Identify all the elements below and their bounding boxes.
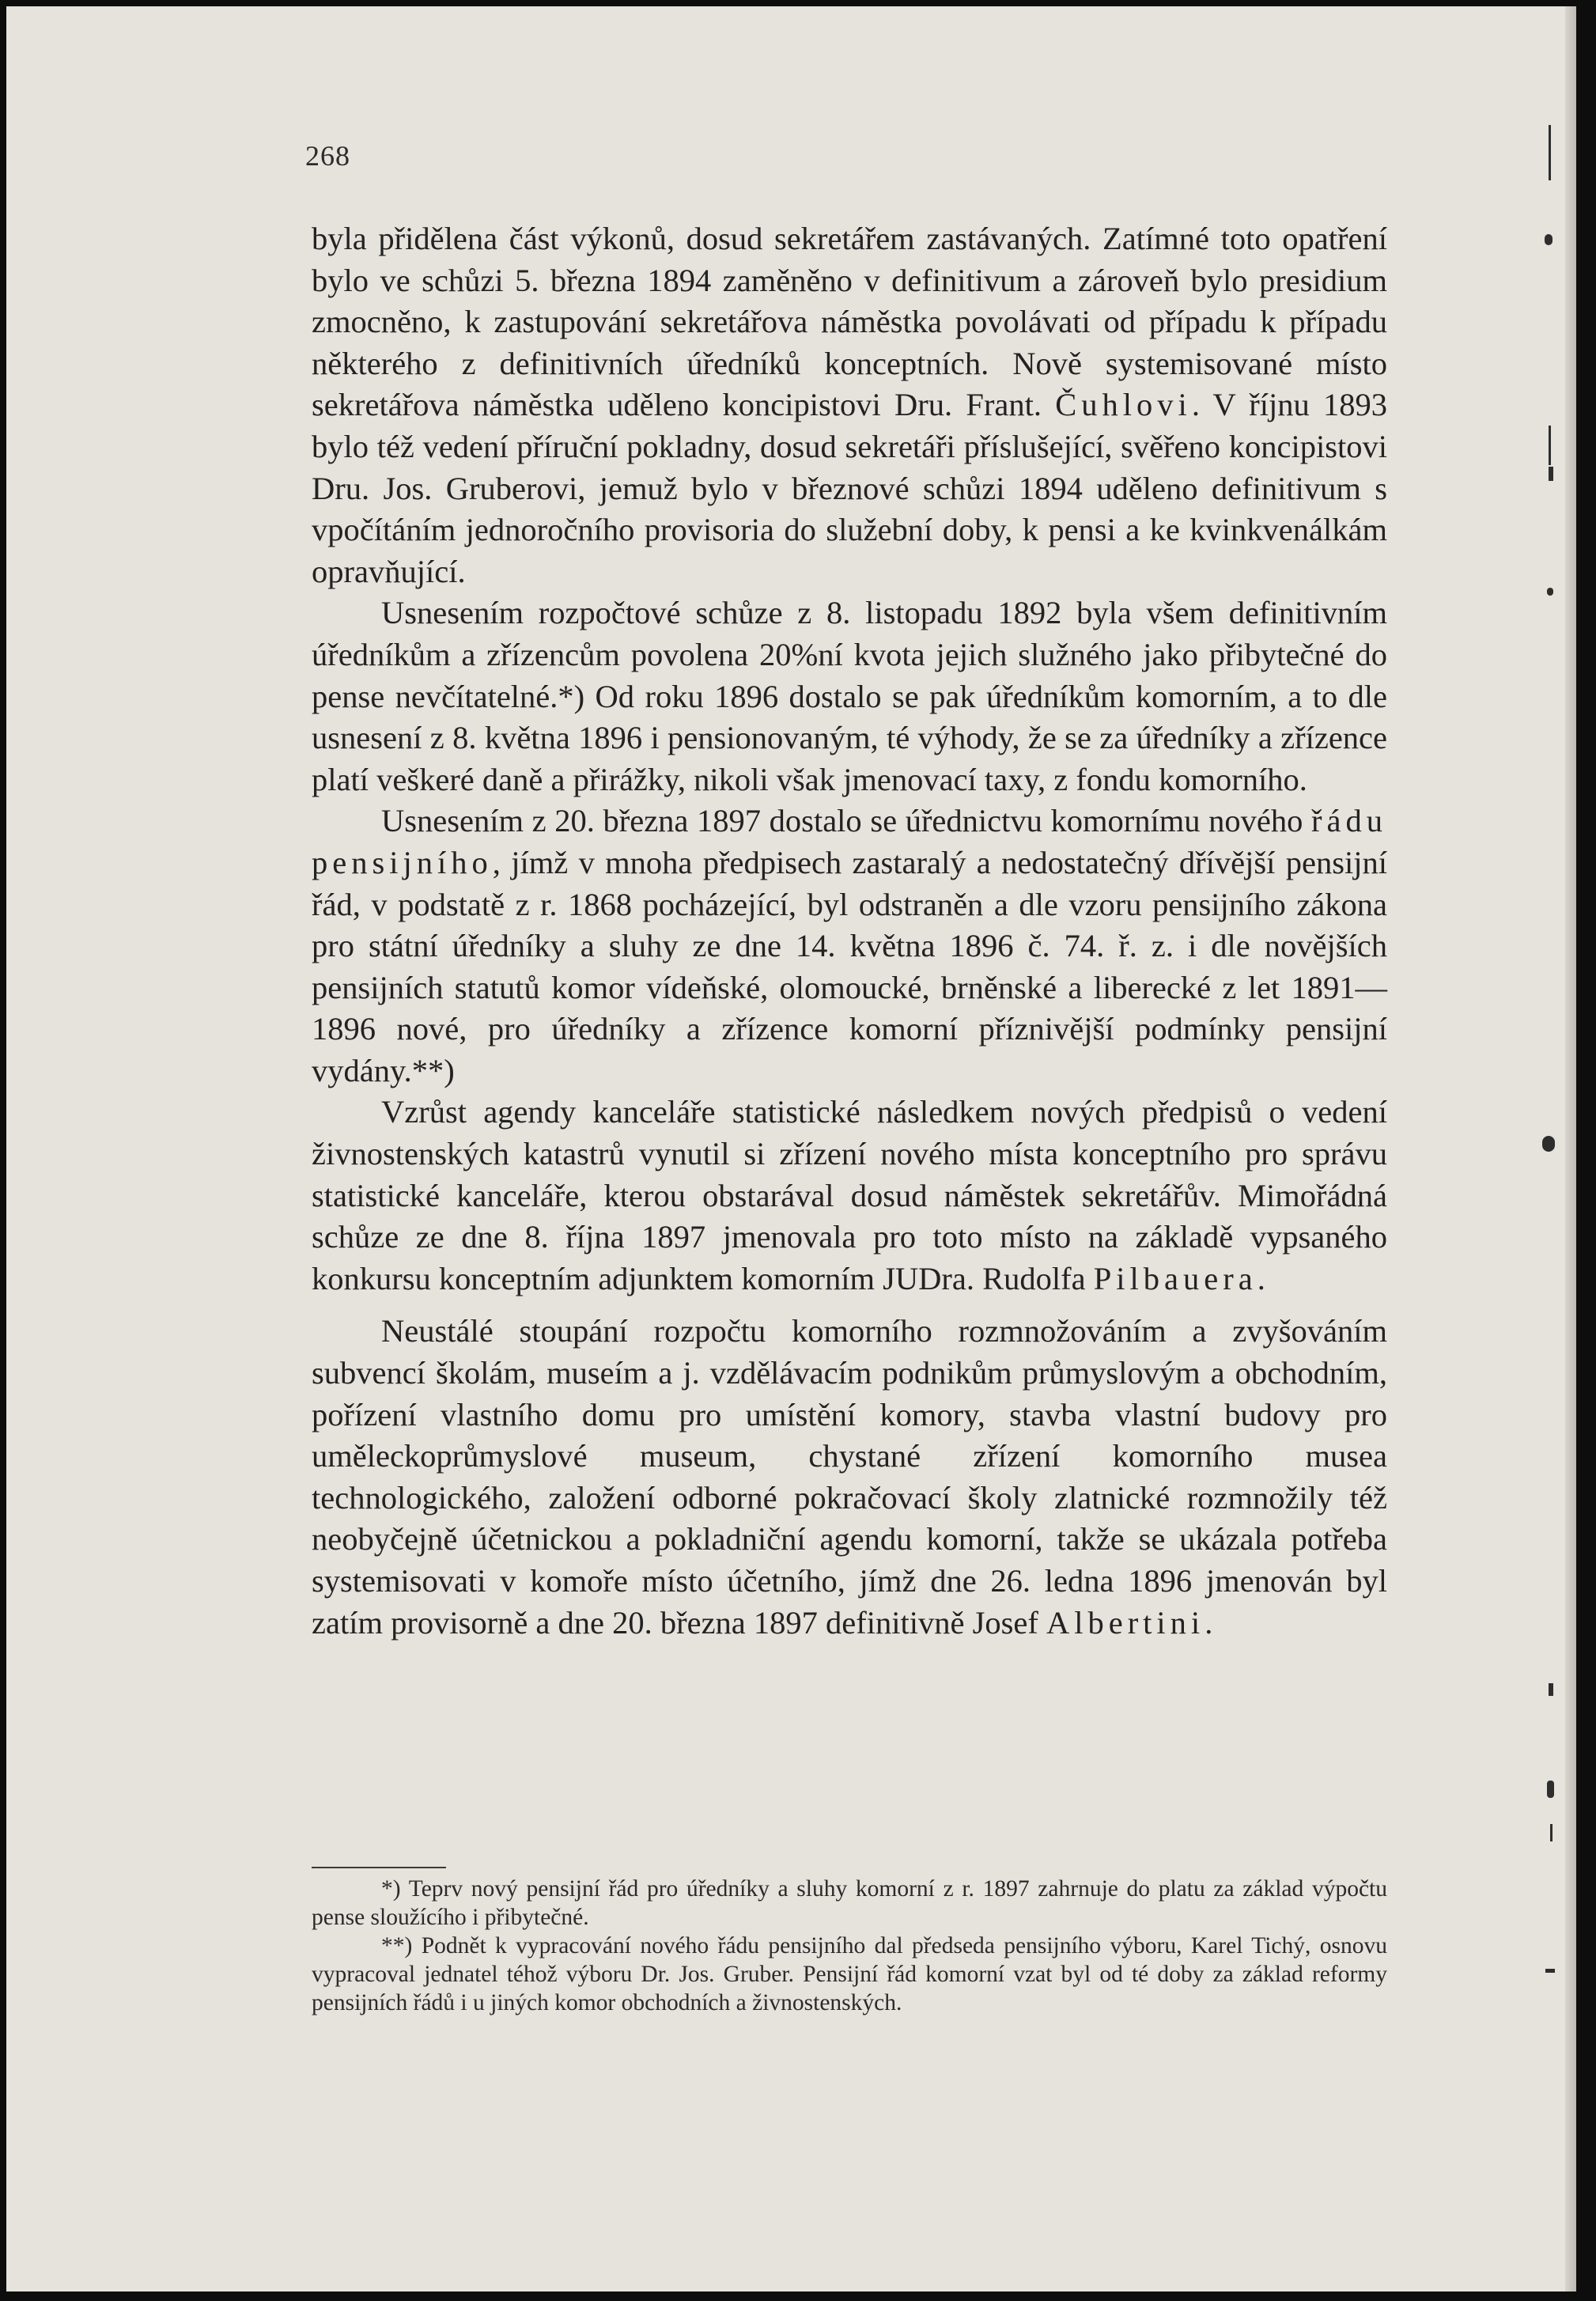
name-emphasis: Albertini <box>1046 1604 1205 1641</box>
footnote-divider <box>312 1867 446 1868</box>
scan-mark <box>1550 1824 1553 1841</box>
scan-mark <box>1547 1781 1554 1798</box>
paragraph-3: Usnesením z 20. března 1897 dostalo se úřednictvu komornímu nového řádu pensijního, jímž v mnoha předpisech zastaralý a nedostatečný dřívější pensijní řád, v podstatě z r. 1868 pocházející, byl odstraněn a dle vzoru pensijního zákona pro státní úředníky a sluhy ze dne 14. května 1896 č. 74. ř. z. i dle novějších pensijních statutů komor vídeňské, olomoucké, brněnské a liberecké z let 1891—1896 nové, pro úředníky a zřízence komorní příznivější podmínky pensijní vydány.**) <box>312 803 1387 1088</box>
footnote-2: **) Podnět k vypracování nového řádu pensijního dal předseda pensijního výboru, Karel Tichý, osnovu vypracoval jednatel téhož výboru Dr. Jos. Gruber. Pensijní řád komorní vzat byl od té doby za základ reformy pensijních řádů i u jiných komor obchodních a živnostenských. <box>312 1933 1387 2015</box>
page-edge <box>1565 6 1576 2292</box>
scanned-page <box>6 6 1576 2292</box>
main-text <box>312 218 1387 1644</box>
scan-mark <box>1547 588 1553 596</box>
scan-mark <box>1542 1136 1555 1152</box>
scan-mark <box>1549 1683 1553 1696</box>
scan-mark <box>1545 234 1553 245</box>
paragraph-5: Neustálé stoupání rozpočtu komorního rozmnožováním a zvyšováním subvencí školám, museím a j. vzdělávacím podnikům průmyslovým a obchodním, pořízení vlastního domu pro umístění komory, stavba vlastní budovy pro uměleckoprůmyslové museum, chystané zřízení komorního musea technologického, založení odborné pokračovací školy zlatnické rozmnožily též neobyčejně účetnickou a pokladniční agendu komorní, takže se ukázala potřeba systemisovati v komoře místo účetního, jímž dne 26. ledna 1896 jmenován byl zatím provisorně a dne 20. března 1897 definitivně Josef Albertini. <box>312 1313 1387 1641</box>
term-emphasis: řádu pensijního <box>312 803 1387 880</box>
name-emphasis: Čuhlovi <box>1055 387 1192 423</box>
footnote-1: *) Teprv nový pensijní řád pro úředníky a sluhy komorní z r. 1897 zahrnuje do platu za základ výpočtu pense sloužícího i přibytečné. <box>312 1876 1387 1930</box>
scan-mark <box>1545 1969 1555 1973</box>
scan-mark <box>1549 467 1553 481</box>
scan-mark <box>1549 125 1551 180</box>
paragraph-4: Vzrůst agendy kanceláře statistické následkem nových předpisů o vedení živnostenských katastrů vynutil si zřízení nového místa konceptního pro správu statistické kanceláře, kterou obstarával dosud náměstek sekretářův. Mimořádná schůze ze dne 8. října 1897 jmenovala pro toto místo na základě vypsaného konkursu konceptním adjunktem komorním JUDra. Rudolfa Pilbauera. <box>312 1094 1387 1296</box>
scan-mark <box>1549 426 1551 465</box>
paragraph-1: byla přidělena část výkonů, dosud sekretářem zastávaných. Zatímné toto opatření bylo ve schůzi 5. března 1894 zaměněno v definitivum a zároveň bylo presidium zmocněno, k zastupování sekretářova náměstka povolávati od případu k případu některého z definitivních úředníků konceptních. Nově systemisované místo sekretářova náměstka uděleno koncipistovi Dru. Frant. Čuhlovi. V říjnu 1893 bylo též vedení příruční pokladny, dosud sekretáři příslušející, svěřeno koncipistovi Dru. Jos. Gruberovi, jemuž bylo v březnové schůzi 1894 uděleno definitivum s vpočítáním jednoročního provisoria do služební doby, k pensi a ke kvinkvenálkám opravňující. <box>312 221 1387 589</box>
footnotes <box>312 1875 1387 2017</box>
paragraph-2: Usnesením rozpočtové schůze z 8. listopadu 1892 byla všem definitivním úředníkům a zřízencům povolena 20%ní kvota jejich služného jako přibytečné do pense nevčítatelné.*) Od roku 1896 dostalo se pak úředníkům komorním, a to dle usnesení z 8. května 1896 i pensionovaným, té výhody, že se za úředníky a zřízence platí veškeré daně a přirážky, nikoli však jmenovací taxy, z fondu komorního. <box>312 595 1387 797</box>
page-number: 268 <box>305 140 350 172</box>
name-emphasis: Pilbauera <box>1093 1260 1258 1296</box>
